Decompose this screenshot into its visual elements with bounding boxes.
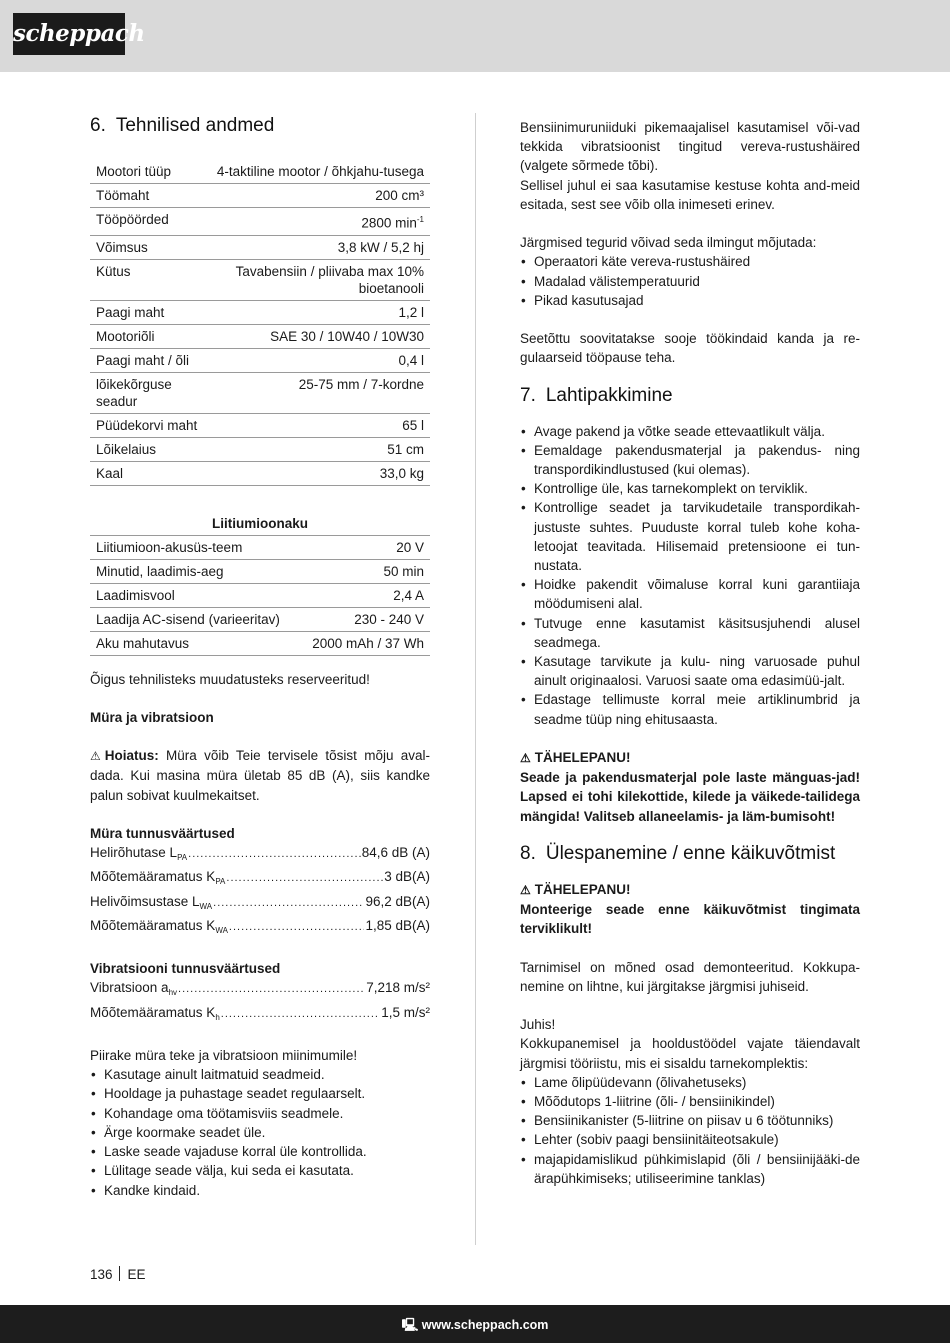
factors-intro: Järgmised tegurid võivad seda ilmingut mõjutada: — [520, 235, 817, 251]
page-number: 136 — [90, 1267, 113, 1282]
vibration-value-label-subscript: h — [215, 1012, 220, 1022]
noise-heading: Müra ja vibratsioon — [90, 709, 214, 725]
spec-row — [90, 461, 430, 485]
dot-leader — [188, 845, 361, 864]
noise-value-label-text: Helivõimsustase L — [90, 893, 200, 909]
list-item: • majapidamislikud pühkimislapid (õli / bensiinijääki-de ärapühkimiseks; utiliseerimine tanklas) — [520, 1150, 860, 1188]
section-number: 6. — [90, 115, 106, 136]
vibration-heading: Vibratsiooni tunnusväärtused — [90, 961, 281, 977]
spec-value: 4-taktiline mootor / õhkjahu-tusega — [211, 160, 430, 184]
noise-value-label-subscript: PA — [177, 853, 188, 863]
spec-value: SAE 30 / 10W40 / 10W30 — [211, 324, 430, 348]
battery-row — [90, 631, 430, 655]
spec-label: Tööpöörded — [90, 208, 211, 236]
noise-value-value: 96,2 dB(A) — [365, 893, 430, 909]
attention-label-2 — [520, 880, 860, 900]
noise-value-row — [90, 867, 430, 891]
noise-value-label — [90, 867, 225, 891]
spec-row — [90, 324, 430, 348]
list-item: • Kohandage oma töötamisviis seadmele. — [90, 1104, 430, 1123]
spec-row — [90, 208, 430, 236]
noise-value-value: 84,6 dB (A) — [361, 845, 430, 861]
language-code: EE — [127, 1267, 146, 1282]
noise-value-label — [90, 843, 187, 867]
vibration-value-value: 7,218 m/s² — [366, 980, 430, 996]
spec-label: Töömaht — [90, 184, 211, 208]
column-divider — [475, 113, 476, 1245]
noise-value-label-subscript: WA — [199, 901, 213, 911]
noise-value-label-subscript: WA — [215, 925, 228, 935]
battery-value: 230 - 240 V — [298, 607, 430, 631]
spec-value: 25-75 mm / 7-kordne — [211, 372, 430, 413]
section-title: Lahtipakkimine — [545, 384, 673, 406]
warning-text: Müra võib Teie tervisele tõsist mõju aval-dada. Kui masina müra ületab 85 dB (A), siis kandke palun sobivat kuulmekaitset. — [90, 748, 430, 803]
list-item: • Madalad välistemperatuurid — [520, 272, 860, 291]
spec-value-exponent: -1 — [416, 215, 424, 224]
spec-label: Paagi maht — [90, 300, 211, 324]
noise-value-label — [90, 892, 212, 916]
spec-label: Kütus — [90, 259, 211, 300]
spec-label: Mootoriõli — [90, 324, 211, 348]
spec-value: 3,8 kW / 5,2 hj — [211, 235, 430, 259]
spec-label: Paagi maht / õli — [90, 348, 211, 372]
spec-label: Võimsus — [90, 235, 211, 259]
list-item: • Ärge koormake seadet üle. — [90, 1123, 430, 1142]
minimize-list — [90, 1065, 430, 1199]
footer-bar — [0, 1305, 950, 1343]
list-item: • Kandke kindaid. — [90, 1181, 430, 1200]
list-item: • Mõõdutops 1-liitrine (õli- / bensiinikindel) — [520, 1092, 860, 1111]
scheppach-logo[interactable] — [13, 13, 145, 55]
section-number: 7. — [520, 384, 536, 406]
spec-label: Lõikelaius — [90, 437, 211, 461]
noise-value-value: 3 dB(A) — [384, 869, 430, 885]
spec-row — [90, 348, 430, 372]
vibration-value-value: 1,5 m/s² — [381, 1004, 430, 1020]
section-8-heading — [520, 840, 860, 868]
noise-value-label — [90, 916, 228, 940]
spec-label: Püüdekorvi maht — [90, 413, 211, 437]
battery-value: 2,4 A — [298, 583, 430, 607]
attention-label-1 — [520, 748, 860, 768]
battery-row — [90, 583, 430, 607]
unpacking-list — [520, 422, 860, 729]
list-item: • Pikad kasutusajad — [520, 291, 860, 310]
right-column — [520, 118, 860, 1188]
list-item: • Kasutage tarvikute ja kulu- ning varuosade puhul ainult originaalosi. Varuosi saate oma edasimüü-jalt. — [520, 652, 860, 690]
list-item: • Bensiinikanister (5-liitrine on piisav u 6 töötunniks) — [520, 1111, 860, 1130]
section-6-heading — [90, 112, 430, 140]
spec-row — [90, 437, 430, 461]
battery-label: Aku mahutavus — [90, 631, 298, 655]
battery-value: 20 V — [298, 535, 430, 559]
battery-caption: Liitiumioonaku — [90, 512, 430, 536]
monitor-icon: 🖳 — [401, 1318, 419, 1332]
website-text: www.scheppach.com — [421, 1318, 549, 1332]
spec-row — [90, 259, 430, 300]
list-item: • Avage pakend ja võtke seade ettevaatlikult välja. — [520, 422, 860, 441]
battery-table — [90, 512, 430, 656]
battery-caption-row — [90, 512, 430, 536]
spec-value: 200 cm³ — [211, 184, 430, 208]
spec-label: Kaal — [90, 461, 211, 485]
list-item: • Hooldage ja puhastage seadet regulaarselt. — [90, 1084, 430, 1103]
list-item: • Laske seade vajaduse korral üle kontrollida. — [90, 1142, 430, 1161]
noise-value-label-subscript: PA — [215, 877, 226, 887]
left-column — [90, 112, 430, 1200]
warning-triangle-icon: ⚠ — [520, 751, 531, 766]
noise-value-row — [90, 843, 430, 867]
list-item: • Kontrollige üle, kas tarnekomplekt on terviklik. — [520, 479, 860, 498]
noise-value-label-text: Mõõtemääramatus K — [90, 917, 216, 933]
dot-leader — [178, 980, 365, 999]
header-bar — [0, 0, 950, 72]
factors-list — [520, 252, 860, 310]
list-item: • Lame õlipüüdevann (õlivahetuseks) — [520, 1073, 860, 1092]
dot-leader — [226, 869, 383, 888]
spec-row — [90, 235, 430, 259]
battery-value: 2000 mAh / 37 Wh — [298, 631, 430, 655]
section-number: 8. — [520, 842, 536, 864]
spec-row — [90, 372, 430, 413]
battery-value: 50 min — [298, 559, 430, 583]
attention-label-text: TÄHELEPANU! — [534, 750, 631, 766]
spec-label: Mootori tüüp — [90, 160, 211, 184]
spec-value: 51 cm — [211, 437, 430, 461]
spec-value: 1,2 l — [211, 300, 430, 324]
attention-text-1: Seade ja pakendusmaterjal pole laste mänguas-jad! Lapsed ei tohi kilekottide, kilede ja väikede-tailidega mängida! Valitseb allaneelamis- ja läm-bumisoht! — [520, 770, 860, 824]
noise-value-row — [90, 892, 430, 916]
vibration-value-label-text: Vibratsioon a — [90, 980, 169, 996]
noise-value-value: 1,85 dB(A) — [365, 917, 430, 933]
dot-leader — [213, 894, 364, 913]
list-item: • Hoidke pakendit võimaluse korral kuni garantiiaja möödumiseni alal. — [520, 575, 860, 613]
warning-triangle-icon: ⚠ — [90, 749, 101, 764]
list-item: • Kasutage ainult laitmatuid seadmeid. — [90, 1065, 430, 1084]
spec-label: lõikekõrguse seadur — [90, 372, 211, 413]
warning-triangle-icon: ⚠ — [520, 882, 531, 897]
battery-label: Laadija AC-sisend (varieeritav) — [90, 607, 298, 631]
list-item: • Lehter (sobiv paagi bensiinitäiteotsakule) — [520, 1130, 860, 1149]
list-item: • Tutvuge enne kasutamist käsitsusjuhendi alusel seadmega. — [520, 614, 860, 652]
noise-value-label-text: Helirõhutase L — [90, 845, 178, 861]
noise-values-list — [90, 843, 430, 940]
spec-row — [90, 184, 430, 208]
vibration-value-label-subscript: hv — [168, 988, 178, 998]
battery-label: Laadimisvool — [90, 583, 298, 607]
vibration-value-label-text: Mõõtemääramatus K — [90, 1004, 216, 1020]
battery-row — [90, 607, 430, 631]
noise-value-row — [90, 916, 430, 940]
dot-leader — [229, 918, 365, 937]
duration-note: Sellisel juhul ei saa kasutamise kestuse kohta and-meid esitada, sest see võib olla inimeseti erinev. — [520, 177, 860, 212]
list-item: • Edastage tellimuste korral meie artiklinumbrid ja seadme tüüp ning ehitusaasta. — [520, 690, 860, 728]
attention-text-2: Monteerige seade enne käikuvõtmist tingimata terviklikult! — [520, 902, 860, 937]
section-7-heading — [520, 382, 860, 410]
spec-row — [90, 160, 430, 184]
noise-value-label-text: Mõõtemääramatus K — [90, 869, 216, 885]
logo-text: scheppach — [13, 20, 145, 47]
battery-label: Minutid, laadimis-aeg — [90, 559, 298, 583]
spec-row — [90, 300, 430, 324]
page-footer — [90, 1266, 146, 1284]
spec-value: 65 l — [211, 413, 430, 437]
minimize-intro: Piirake müra teke ja vibratsioon miinimumile! — [90, 1048, 358, 1064]
vibration-value-label — [90, 978, 177, 1002]
reserve-note: Õigus tehnilisteks muudatusteks reserveeritud! — [90, 671, 370, 687]
footer-separator — [119, 1266, 120, 1281]
spec-value-text: 2800 min — [361, 215, 417, 231]
vibration-value-label — [90, 1003, 220, 1027]
vibration-value-row — [90, 978, 430, 1002]
section-title: Ülespanemine / enne käikuvõtmist — [545, 842, 836, 864]
spec-row — [90, 413, 430, 437]
list-item: • Kontrollige seadet ja tarvikudetaile transpordikah-justuste suhtes. Puuduste korral tuleb kohe koha-letoojat teavitada. Hilisemaid pretensioone ei tun-nustata. — [520, 498, 860, 575]
attention-label-text: TÄHELEPANU! — [534, 881, 631, 897]
vibration-value-row — [90, 1003, 430, 1027]
spec-value — [211, 208, 430, 236]
list-item: • Eemaldage pakendusmaterjal ja pakendus- ning transpordikindlustused (kui olemas). — [520, 441, 860, 479]
list-item: • Lülitage seade välja, kui seda ei kasutata. — [90, 1161, 430, 1180]
spec-value: 33,0 kg — [211, 461, 430, 485]
hint-label: Juhis! — [520, 1017, 556, 1033]
noise-warning — [90, 746, 430, 805]
vibration-intro: Bensiinimuruniiduki pikemaajalisel kasutamisel või-vad tekkida vibratsioonist tingitud vereva-rustushäired (valgete sõrmede tõbi). — [520, 120, 860, 174]
assembly-paragraph: Tarnimisel on mõned osad demonteeritud. Kokkupa-nemine on lihtne, kui järgitakse järgmisi juhiseid. — [520, 959, 860, 994]
website-link[interactable] — [0, 1316, 950, 1337]
technical-data-table — [90, 160, 430, 486]
hint-text: Kokkupanemisel ja hooldustöödel vajate täiendavalt järgmisi tööriistu, mis ei sisaldu tarnekomplektis: — [520, 1036, 860, 1071]
spec-value: 0,4 l — [211, 348, 430, 372]
battery-row — [90, 535, 430, 559]
tools-list — [520, 1073, 860, 1188]
battery-row — [90, 559, 430, 583]
gloves-note: Seetõttu soovitatakse sooje töökindaid kanda ja re-gulaarseid tööpause teha. — [520, 331, 860, 366]
list-item: • Operaatori käte vereva-rustushäired — [520, 252, 860, 271]
dot-leader — [221, 1005, 380, 1024]
warning-label: Hoiatus: — [104, 748, 159, 764]
section-title: Tehnilised andmed — [115, 115, 275, 136]
vibration-values-list — [90, 978, 430, 1026]
noise-values-heading: Müra tunnusväärtused — [90, 826, 235, 842]
battery-label: Liitiumioon-akusüs-teem — [90, 535, 298, 559]
spec-value: Tavabensiin / pliivaba max 10% bioetanooli — [211, 259, 430, 300]
